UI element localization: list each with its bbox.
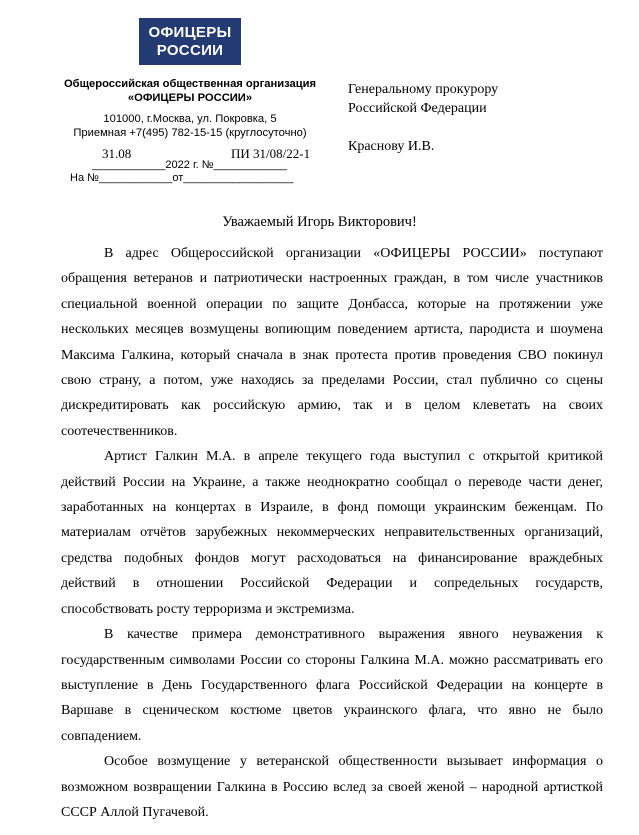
outgoing-number: ПИ 31/08/22-1 — [231, 146, 311, 161]
organization-name — [55, 77, 325, 105]
outgoing-date: 31.08 — [102, 146, 132, 161]
incoming-reference-line: На №____________от__________________ — [70, 172, 294, 184]
organization-address-line-1: 101000, г.Москва, ул. Покровка, 5 — [103, 113, 277, 125]
body-paragraph: Особое возмущение у ветеранской общественности вызывает информация о возможном возвращении Галкина в Россию вслед за своей женой – народной артисткой СССР Аллой Пугачевой. — [61, 754, 603, 820]
addressee-name: Краснову И.В. — [348, 139, 435, 154]
addressee-title: Генеральному прокурору — [348, 82, 499, 97]
body-paragraph: В адрес Общероссийской организации «ОФИЦЕРЫ РОССИИ» поступают обращения ветеранов и патриотически настроенных граждан, в том числе участников специальной военной операции по защите Донбасса, которые на протяжении уже нескольких месяцев возмущены вопиющим поведением артиста, пародиста и шоумена Максима Галкина, который сначала в знак протеста против проведения СВО покинул свою страну, а потом, уже находясь за пределами России, стал публично со сцены дискредитировать как российскую армию, так и в целом клеветать на своих соотечественников. — [61, 246, 603, 439]
organization-name-line-2: «ОФИЦЕРЫ РОССИИ» — [127, 92, 253, 104]
organization-address — [55, 112, 325, 140]
outgoing-reference-line: ____________2022 г. №____________ — [92, 159, 287, 171]
body-paragraph: В качестве примера демонстративного выражения явного неуважения к государственным символами России со стороны Галкина М.А. можно рассматривать его выступление в День Государственного флага Российской Федерации на концерте в Варшаве в сценическом костюме цветов украинского флага, что явно не было совпадением. — [61, 627, 603, 744]
addressee-title-2: Российской Федерации — [348, 101, 487, 116]
organization-address-line-2: Приемная +7(495) 782-15-15 (круглосуточно) — [73, 127, 307, 139]
body-paragraph: Артист Галкин М.А. в апреле текущего года выступил с открытой критикой действий России на Украине, а также неоднократно сообщал о переводе части денег, заработанных на концертах в Израиле, в фонд помощи украинским беженцам. По материалам отчётов зарубежных некоммерческих неправительственных организаций, средства подобных фондов могут расходоваться на финансирование враждебных действий в отношении Российской Федерации и сопредельных государств, способствовать росту терроризма и экстремизма. — [61, 449, 603, 617]
organization-name-line-1: Общероссийская общественная организация — [63, 78, 317, 90]
logo-line-2: РОССИИ — [156, 42, 224, 59]
addressee-block — [348, 80, 498, 156]
salutation: Уважаемый Игорь Викторович! — [222, 214, 417, 230]
logo-line-1: ОФИЦЕРЫ — [148, 24, 232, 41]
organization-logo — [139, 18, 241, 65]
letter-body — [61, 241, 603, 825]
